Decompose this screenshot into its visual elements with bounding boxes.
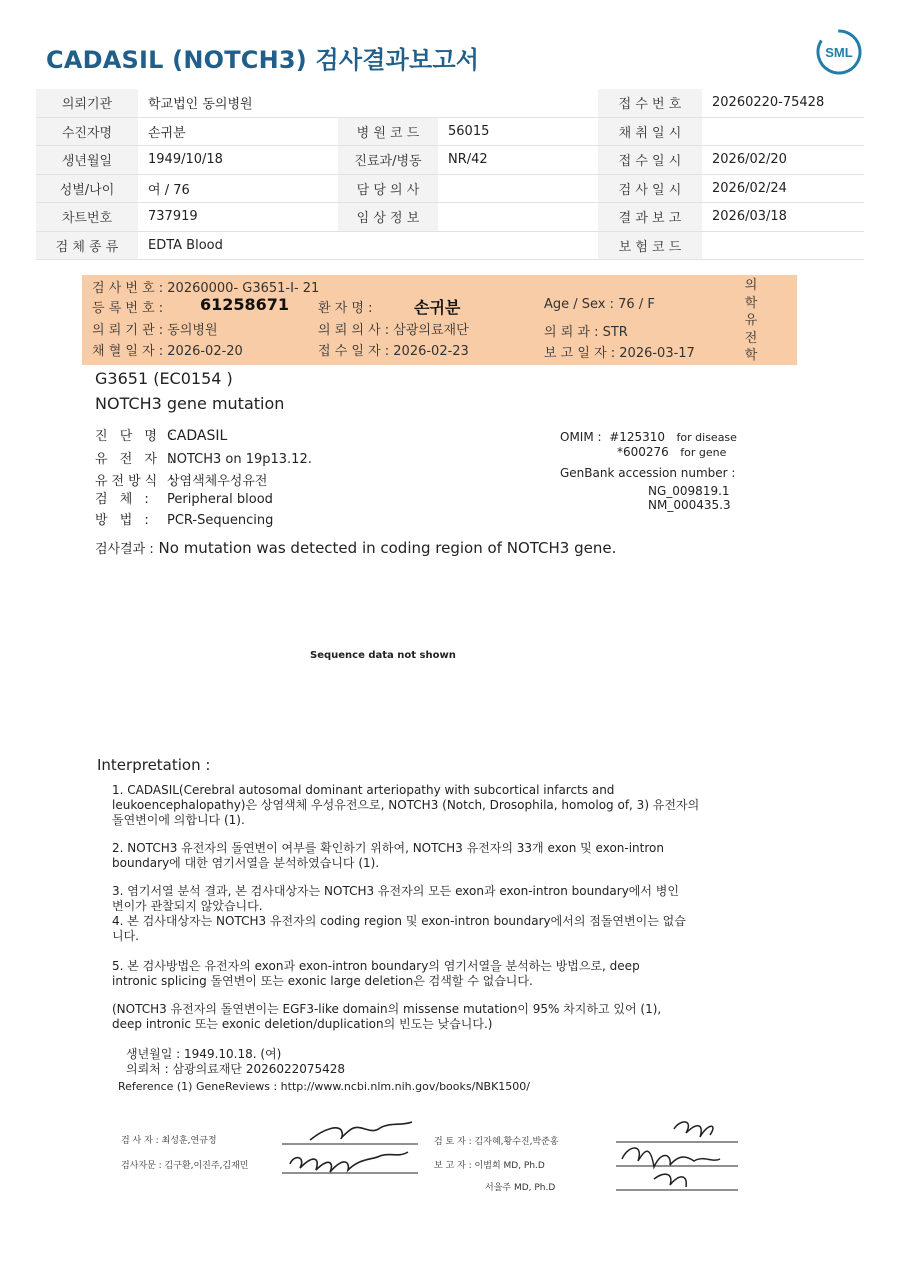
info-value: 1949/10/18 [138,146,338,175]
info-label: 의뢰기관 [36,89,138,117]
report-header-band [82,275,797,365]
omim-disease: OMIM : #125310 for disease [560,430,737,444]
result-text: No mutation was detected in coding region of NOTCH3 gene. [158,539,617,557]
reporter-name: 보 고 자 : 이범희 MD, Ph.D [434,1161,545,1171]
footer-birth: 생년월일 : 1949.10.18. (여) [126,1047,282,1061]
detail-row [95,448,312,467]
receipt-date: 접 수 일 자 : 2026-02-23 [318,344,469,359]
detail-value: 상염색체우성유전 [167,474,268,489]
detail-row [95,425,227,444]
info-label: 결 과 보 고 [598,203,702,232]
info-value: 손귀분 [138,117,338,146]
test-result [95,538,616,557]
info-label: 검 체 종 류 [36,231,138,260]
info-value [438,89,598,117]
info-label: 수진자명 [36,117,138,146]
sml-logo [815,28,863,76]
info-value [438,231,598,260]
info-value: 2026/02/20 [702,146,864,175]
detail-label: 검 체 : [95,492,153,507]
detail-label: 유 전 자 : [95,452,178,467]
info-label [338,89,438,117]
patient-name-label: 환 자 명 : [318,301,373,316]
info-value [702,231,864,260]
info-label: 생년월일 [36,146,138,175]
info-value: 2026/03/18 [702,203,864,232]
detail-value: CADASIL [167,428,228,444]
info-label: 진료과/병동 [338,146,438,175]
info-label: 병 원 코 드 [338,117,438,146]
info-label: 담 당 의 사 [338,174,438,203]
info-label: 차트번호 [36,203,138,232]
interpretation-paragraph-6: (NOTCH3 유전자의 돌연변이는 EGF3-like domain의 missense mutation이 95% 차지하고 있어 (1), deep intronic 또는 exonic deletion/duplication의 빈도는 낮습니다.) [112,1002,662,1031]
reporter-name-2: 서을주 MD, Ph.D [485,1183,556,1193]
info-label: 접 수 번 호 [598,89,702,117]
info-value [702,117,864,146]
footer-client: 의뢰처 : 삼광의료재단 2026022075428 [126,1062,346,1076]
info-value: 여 / 76 [138,174,338,203]
info-row [36,89,864,117]
tester-names: 검 사 자 : 최성훈,연규정 [121,1136,217,1146]
requesting-doctor: 의 뢰 의 사 : 삼광의료재단 [318,323,469,338]
detail-row [95,509,273,528]
requesting-dept: 의 뢰 과 : STR [544,325,628,340]
gene-test-code: G3651 (EC0154 ) [95,369,233,388]
info-row [36,117,864,146]
logo-text: SML [825,45,853,60]
info-value: EDTA Blood [138,231,338,260]
interpretation-title: Interpretation : [97,756,211,774]
info-label: 보 험 코 드 [598,231,702,260]
dept-vertical-label: 의 학 유 전 학 [744,278,758,363]
sequence-note: Sequence data not shown [310,650,456,661]
report-date: 보 고 일 자 : 2026-03-17 [544,346,695,361]
info-value: 56015 [438,117,598,146]
interpretation-paragraph-5: 5. 본 검사방법은 유전자의 exon과 exon-intron boundary의 염기서열을 분석하는 방법으로, deep intronic splicing 돌연변이 또는 exonic large deletion은 검색할 수 없습니다. [112,959,640,988]
info-row [36,231,864,260]
info-label: 임 상 정 보 [338,203,438,232]
gene-test-name: NOTCH3 gene mutation [95,394,285,413]
detail-row [95,488,273,507]
interpretation-paragraph-2: 2. NOTCH3 유전자의 돌연변이 여부를 확인하기 위하여, NOTCH3 유전자의 33개 exon 및 exon-intron boundary에 대한 염기서열을 분석하였습니다 (1). [112,841,664,870]
reviewer-signature [614,1115,740,1195]
genbank-label: GenBank accession number : [560,466,736,480]
patient-name: 손귀분 [414,298,461,317]
info-label: 성별/나이 [36,174,138,203]
info-value: 20260220-75428 [702,89,864,117]
info-label: 채 취 일 시 [598,117,702,146]
detail-value: PCR-Sequencing [167,513,274,528]
genbank-accession-1: NG_009819.1 [648,484,730,498]
info-value: 2026/02/24 [702,174,864,203]
info-label: 검 사 일 시 [598,174,702,203]
info-value: 학교법인 동의병원 [138,89,338,117]
interpretation-paragraph-3: 3. 염기서열 분석 결과, 본 검사대상자는 NOTCH3 유전자의 모든 exon과 exon-intron boundary에서 병인 변이가 관찰되지 않았습니다. 4. 본 검사대상자는 NOTCH3 유전자의 coding region 및 exon-intron boundary에서의 점돌연변이는 없습 니다. [112,884,686,943]
registration-label: 등 록 번 호 : [92,301,164,316]
detail-row [95,470,267,489]
info-row [36,174,864,203]
test-number: 검 사 번 호 : 20260000- G3651-I- 21 [92,281,320,296]
footer-reference: Reference (1) GeneReviews : http://www.ncbi.nlm.nih.gov/books/NBK1500/ [118,1080,531,1093]
page-title: CADASIL (NOTCH3) 검사결과보고서 [46,46,480,74]
reviewer-names: 검 토 자 : 김자혜,황수진,박준홍 [434,1137,559,1147]
omim-gene: *600276 for gene [617,445,727,459]
advisor-names: 검사자문 : 김구환,이진주,김재민 [121,1161,249,1171]
genbank-accession-2: NM_000435.3 [648,498,731,512]
interpretation-paragraph-1: 1. CADASIL(Cerebral autosomal dominant arteriopathy with subcortical infarcts and leukoencephalopathy)은 상염색체 우성유전으로, NOTCH3 (Notch, Drosophila, homolog of, 3) 유전자의 돌연변이에 의합니다 (1). [112,783,700,827]
draw-date: 채 혈 일 자 : 2026-02-20 [92,344,243,359]
info-label: 접 수 일 시 [598,146,702,175]
requesting-org: 의 뢰 기 관 : 동의병원 [92,323,218,338]
age-sex: Age / Sex : 76 / F [544,297,655,312]
detail-value: NOTCH3 on 19p13.12. [167,452,312,467]
result-label: 검사결과 : [95,542,154,557]
info-row [36,203,864,232]
info-label [338,231,438,260]
info-value: NR/42 [438,146,598,175]
info-value [438,174,598,203]
info-value [438,203,598,232]
detail-value: Peripheral blood [167,492,273,507]
tester-signature [280,1112,420,1182]
patient-info-table [36,89,864,260]
info-value: 737919 [138,203,338,232]
detail-label: 방 법 : [95,513,153,528]
registration-number: 61258671 [200,295,290,314]
info-row [36,146,864,175]
detail-label: 유전방식 : [95,474,178,489]
detail-label: 진 단 명 : [95,429,178,444]
